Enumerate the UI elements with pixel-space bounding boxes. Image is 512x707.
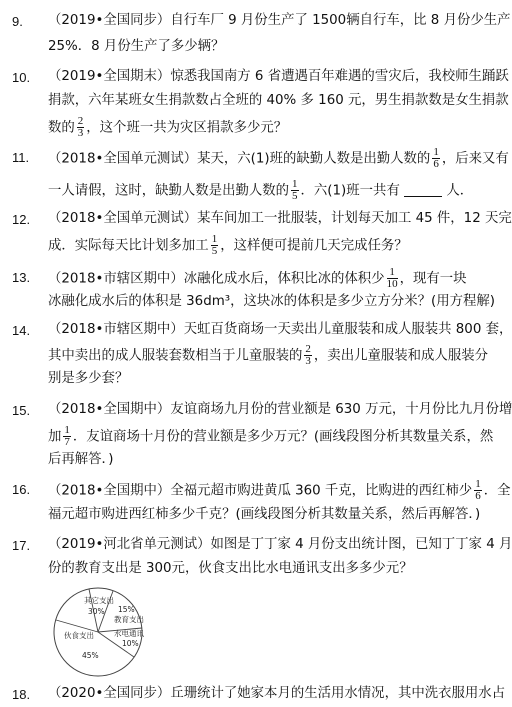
- question-text: （2019•河北省单元测试）如图是丁丁家 4 月份支出统计图，已知丁丁家 4 月: [48, 537, 512, 552]
- text-segment: ，卖出儿童服装和成人服装分: [313, 348, 488, 364]
- question-number: 13.: [12, 270, 31, 285]
- text-segment: 其中卖出的成人服装套数相当于儿童服装的: [48, 348, 303, 364]
- pie-pct-education: 15%: [118, 605, 135, 614]
- question-number: 10.: [12, 70, 31, 85]
- fraction-denominator: 7: [64, 436, 70, 448]
- question-number: 9.: [12, 14, 23, 29]
- fraction-numerator: 1: [475, 478, 481, 490]
- text-segment: 一人请假，这时，缺勤人数是出勤人数的: [48, 183, 290, 199]
- fraction-denominator: 5: [211, 245, 218, 257]
- question-text: （2019•全国同步）自行车厂 9 月份生产了 1500辆自行车，比 8 月份少生产: [48, 13, 511, 28]
- pie-label-other: 其它支出: [84, 596, 114, 605]
- pie-pct-other: 30%: [88, 607, 105, 616]
- text-segment: ，现有一块: [399, 271, 467, 287]
- question-text: [48, 343, 488, 367]
- text-segment: 成．实际每天比计划多加工: [48, 238, 209, 254]
- pie-pct-utilities: 10%: [122, 639, 139, 648]
- question-number: 16.: [12, 482, 31, 497]
- question-text: （2018•全国期中）友谊商场九月份的营业额是 630 万元，十月份比九月份增: [48, 402, 512, 417]
- question-text: （2018•市辖区期中）天虹百货商场一天卖出儿童服装和成人服装共 800 套，: [48, 322, 512, 337]
- text-segment: ，后来又有: [441, 151, 509, 167]
- fraction-denominator: 6: [433, 158, 439, 170]
- question-text: [48, 146, 509, 170]
- question-number: 14.: [12, 323, 31, 338]
- text-segment: （2018•全国期中）全福元超市购进黄瓜 360 千克，比购进的西红柿少: [48, 483, 473, 499]
- fraction-numerator: 1: [211, 233, 218, 245]
- text-segment: ．六(1)班一共有: [300, 183, 400, 199]
- question-text: 后再解答．): [48, 452, 114, 467]
- question-text: [48, 266, 467, 290]
- question-number: 17.: [12, 538, 31, 553]
- fraction: [474, 479, 482, 502]
- fraction: [387, 267, 398, 290]
- question-number: 12.: [12, 212, 31, 227]
- text-segment: ．全: [483, 483, 511, 499]
- text-segment: 数的: [48, 120, 75, 136]
- fraction: [432, 147, 440, 170]
- question-text: [48, 234, 458, 257]
- text-segment: 人．: [446, 183, 474, 199]
- text-segment: 加: [48, 429, 62, 445]
- text-segment: ，这个班一共为灾区捐款多少元？: [86, 120, 288, 136]
- question-text: 冰融化成水后的体积是 36dm³，这块冰的体积是多少立方分米？(用方程解): [48, 294, 495, 309]
- question-number: 11.: [12, 150, 30, 165]
- fraction-denominator: 6: [475, 490, 481, 502]
- pie-label-education: 教育支出: [114, 615, 144, 624]
- question-text: 福元超市购进西红柿多少千克？(画线段图分析其数量关系，然后再解答．): [48, 507, 481, 522]
- text-segment: ，这样便可提前几天完成任务？: [220, 238, 408, 254]
- fraction-denominator: 3: [305, 355, 311, 367]
- text-segment: （2018•市辖区期中）冰融化成水后，体积比冰的体积少: [48, 271, 385, 287]
- question-text: [48, 178, 474, 202]
- question-text: [48, 424, 494, 448]
- question-text: （2019•全国期末）惊悉我国南方 6 省遭遇百年难遇的雪灾后，我校师生踊跃: [48, 69, 509, 84]
- question-text: [48, 478, 511, 502]
- answer-blank[interactable]: [404, 184, 442, 197]
- pie-pct-food: 45%: [82, 651, 99, 660]
- question-text: [48, 116, 458, 139]
- fraction: [304, 344, 312, 367]
- text-segment: （2018•全国单元测试）某天，六(1)班的缺勤人数是出勤人数的: [48, 151, 431, 167]
- fraction: [63, 425, 71, 448]
- question-text: 捐款，六年某班女生捐款数占全班的 40% 多 160 元，男生捐款数是女生捐款: [48, 93, 509, 108]
- fraction-numerator: 2: [77, 115, 84, 127]
- question-number: 18.: [12, 687, 31, 702]
- pie-svg: [48, 584, 148, 680]
- pie-label-utilities: 水电通讯: [114, 629, 144, 638]
- question-text: 25%．8 月份生产了多少辆？: [48, 39, 225, 54]
- expense-pie-chart: [48, 584, 148, 684]
- fraction-numerator: 1: [64, 424, 70, 436]
- fraction-numerator: 1: [433, 146, 439, 158]
- question-text: 别是多少套？: [48, 371, 129, 386]
- fraction-numerator: 1: [292, 178, 298, 190]
- fraction: [77, 116, 85, 139]
- fraction: [291, 179, 299, 202]
- fraction-denominator: 3: [77, 127, 84, 139]
- question-text: 份的教育支出是 300元，伙食支出比水电通讯支出多多少元？: [48, 561, 413, 576]
- fraction-numerator: 2: [305, 343, 311, 355]
- question-text: （2018•全国单元测试）某车间加工一批服装，计划每天加工 45 件，12 天完: [48, 211, 512, 226]
- pie-label-food: 伙食支出: [64, 631, 94, 640]
- fraction-denominator: 5: [292, 190, 298, 202]
- fraction-denominator: 10: [386, 278, 398, 290]
- question-number: 15.: [12, 403, 31, 418]
- fraction: [211, 234, 219, 257]
- text-segment: ．友谊商场十月份的营业额是多少万元？(画线段图分析其数量关系，然: [72, 429, 494, 445]
- fraction-numerator: 1: [387, 267, 398, 279]
- question-text: （2020•全国同步）丘珊统计了她家本月的生活用水情况，其中洗衣服用水占: [48, 686, 506, 701]
